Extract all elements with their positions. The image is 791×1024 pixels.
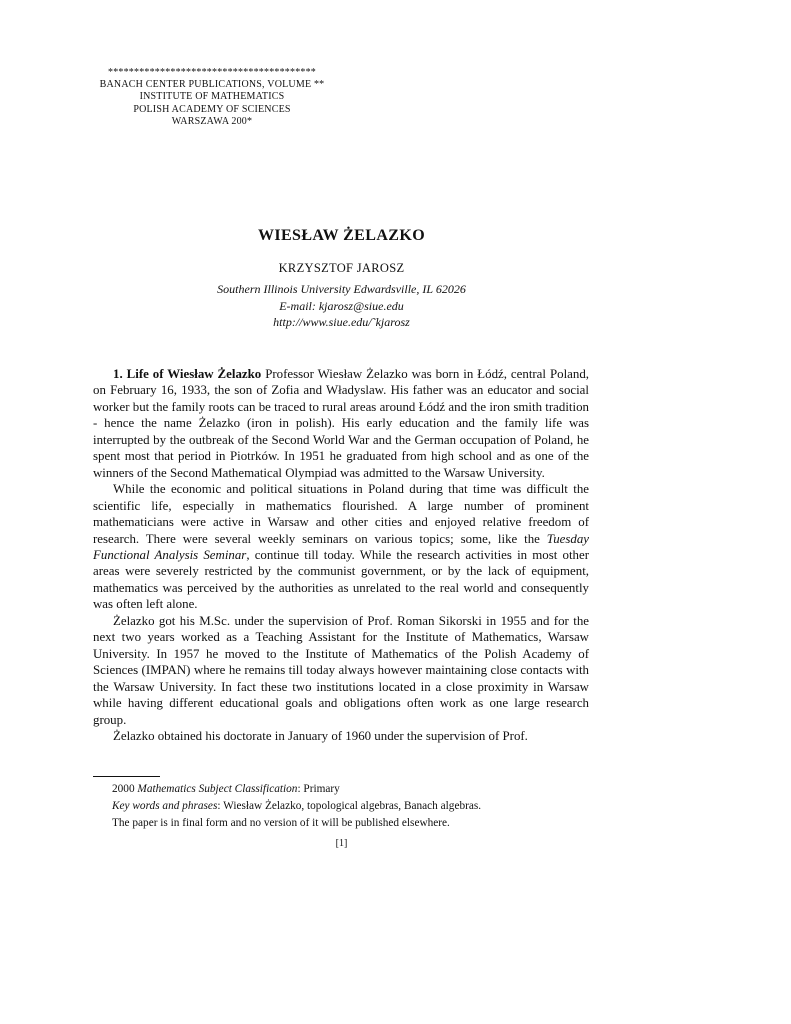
paragraph-2 bbox=[93, 481, 589, 613]
paragraph-3: Żelazko got his M.Sc. under the supervision of Prof. Roman Sikorski in 1955 and for the next two years worked as a Teaching Assistant for the Institute of Mathematics, Warsaw University. In 1957 he moved to the Institute of Mathematics of the Polish Academy of Sciences (IMPAN) where he remains till today always however maintaining close contacts with the Warsaw University. In fact these two institutions located in a close proximity in Warsaw while having different educational goals and obligations often work as one large research group. bbox=[93, 613, 589, 727]
header-institute: INSTITUTE OF MATHEMATICS bbox=[139, 91, 285, 103]
paragraph-1 bbox=[93, 366, 589, 481]
header-city: WARSZAWA 200* bbox=[171, 115, 253, 127]
paragraph-2-text-b: , continue till today. While the research activities in most other areas were severely restricted by the communist government, or by the lack of equipment, mathematics was perceived by the authorities as unrelated to the real world and consequently was often left alone. bbox=[93, 547, 589, 612]
msc-value: : Primary bbox=[297, 783, 340, 795]
footnotes bbox=[112, 782, 592, 833]
keywords-value: : Wiesław Żelazko, topological algebras, Banach algebras. bbox=[217, 799, 482, 812]
header-series: BANACH CENTER PUBLICATIONS, VOLUME ** bbox=[99, 79, 325, 91]
keywords-label: Key words and phrases bbox=[112, 799, 218, 812]
paragraph-2-text-a: While the economic and political situations in Poland during that time was difficult the scientific life, especially in mathematics flourished. A large number of prominent mathematicians were active in Warsaw and other cities and enjoyed relative freedom of research. There were several weekly seminars on various topics; some, like the bbox=[93, 482, 589, 546]
footnote-msc bbox=[112, 782, 592, 797]
msc-year: 2000 bbox=[112, 783, 138, 795]
header-stars: **************************************** bbox=[108, 67, 316, 78]
section-heading: 1. Life of Wiesław Żelazko bbox=[113, 367, 262, 381]
series-header bbox=[92, 67, 332, 128]
body-text bbox=[93, 366, 589, 744]
footnote-rule bbox=[93, 776, 160, 777]
footnote-keywords bbox=[112, 799, 592, 814]
header-academy: POLISH ACADEMY OF SCIENCES bbox=[133, 103, 291, 115]
paragraph-1-text: Professor Wiesław Żelazko was born in Łódź, central Poland, on February 16, 1933, the son of Zofia and Władyslaw. His father was an educator and social worker but the family roots can be traced to rural areas around Łódź and the iron smith tradition - hence the name Żelazko (iron in polish). His early education and the family life was interrupted by the outbreak of the Second World War and the German occupation of Poland, he spent most that period in Piotrków. In 1951 he graduated from high school and as one of the winners of the Second Mathematical Olympiad was admitted to the Warsaw University. bbox=[93, 367, 589, 480]
paragraph-4: Żelazko obtained his doctorate in January of 1960 under the supervision of Prof. bbox=[113, 728, 528, 743]
author-affiliation: Southern Illinois University Edwardsville, IL 62026 bbox=[217, 282, 466, 296]
author-email: E-mail: kjarosz@siue.edu bbox=[279, 298, 404, 313]
author-name: KRZYSZTOF JAROSZ bbox=[278, 261, 405, 275]
seminar-name: Tuesday Functional Analysis Seminar bbox=[93, 531, 589, 562]
page-number: [1] bbox=[335, 838, 348, 849]
author-url: http://www.siue.edu/˜kjarosz bbox=[273, 315, 410, 329]
paper-title: WIESŁAW ŻELAZKO bbox=[257, 227, 426, 244]
footnote-final-form: The paper is in final form and no version of it will be published elsewhere. bbox=[112, 816, 450, 829]
author-affiliation-block bbox=[0, 281, 683, 331]
msc-label: Mathematics Subject Classification bbox=[137, 783, 298, 795]
